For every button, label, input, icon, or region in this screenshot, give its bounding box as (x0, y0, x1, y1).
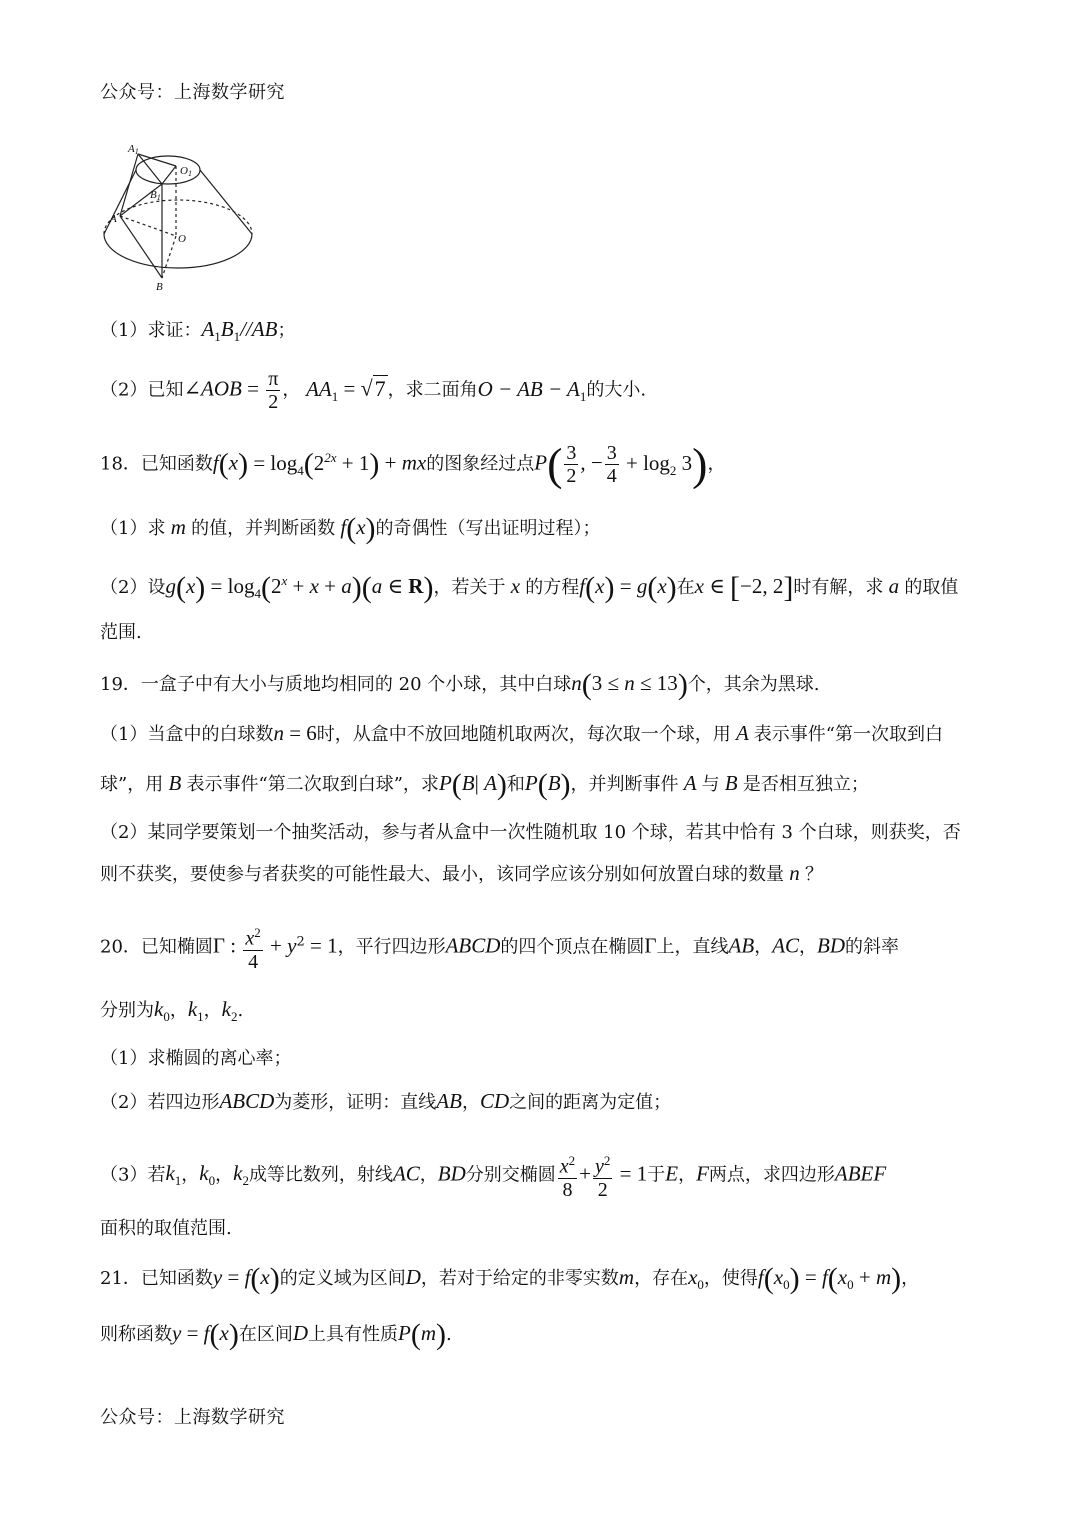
q20-intro-cont: 分别为$k_0$，$k_1$，$k_2$. (100, 997, 244, 1025)
q19-part1: （1）当盒中的白球数n = 6时，从盒中不放回地随机取两次，每次取一个球，用 A 表示事件“第一次取到白 (100, 721, 943, 745)
label-B: B (156, 281, 163, 293)
page-header: 公众号：上海数学研究 (100, 82, 285, 103)
q17-part2: （2）已知∠AOB = $\frac{\pi}{2}$ ， $AA_1 = √7$ ，求二面角O − AB − $A_1$的大小. (100, 368, 647, 413)
q21-intro-cont: 则称函数y = f(x)在区间D上具有性质P(m). (100, 1318, 452, 1351)
q18-part2: （2）设$g(x) = \log_4(2^x + x + a)(a$ ∈ R)，若关于 x 的方程f(x) = g(x)在x ∈ [−2, 2]时有解，求 a 的取值 (100, 571, 959, 604)
q19-intro: 19．一盒子中有大小与质地均相同的 20 个小球，其中白球n(3 ≤ n ≤ 13)个，其余为黑球. (100, 668, 820, 701)
label-A1: A1 (128, 143, 139, 156)
label-A: A (110, 213, 117, 225)
q19-part1-cont: 球”，用 B 表示事件“第二次取到白球”，求P(B| A)和P(B)，并判断事件 A 与 B 是否相互独立； (100, 768, 869, 801)
q20-part3: （3）若$k_1$，$k_0$，$k_2$成等比数列，射线AC，BD分别交椭圆 $\frac{x^2}{8}$ + $\frac{y^2}{2}$ = 1于E，F两点，求四边形ABEF (100, 1150, 984, 1201)
q18-intro: 18．已知函数$f(x) = \log_4(2^{2x} + 1)$ + mx的图象经过点P( $\frac{3}{2}$ , − $\frac{3}{4}$ + $\log_2 3$)， (100, 438, 726, 490)
label-O: O (178, 233, 186, 245)
q20-part1: （1）求椭圆的离心率； (100, 1048, 292, 1069)
q18-part1: （1）求 m 的值，并判断函数 f(x)的奇偶性（写出证明过程）； (100, 512, 601, 545)
q20-part3-cont: 面积的取值范围. (100, 1218, 232, 1239)
q21-intro: 21．已知函数y = f(x)的定义域为区间D，若对于给定的非零实数m，存在$x_0$，使得$f(x_0) = f(x_0 + m)$， (100, 1262, 920, 1295)
q17-part1: （1）求证：$A_1B_1//AB$； (100, 317, 296, 345)
frustum-figure (98, 138, 258, 298)
q20-intro: 20．已知椭圆Γ : $\frac{x^2}{4}$ + $y^2 = 1$，平行四边形ABCD的四个顶点在椭圆Γ上，直线AB，AC，BD的斜率 (100, 922, 984, 973)
q19-part2: （2）某同学要策划一个抽奖活动，参与者从盒中一次性随机取 10 个球，若其中恰有 3 个白球，则获奖，否 (100, 822, 961, 843)
q19-part2-cont: 则不获奖，要使参与者获奖的可能性最大、最小，该同学应该分别如何放置白球的数量 n ？ (100, 861, 823, 885)
label-O1: O1 (180, 165, 192, 178)
page-footer: 公众号：上海数学研究 (100, 1407, 285, 1428)
q18-part2-cont: 范围. (100, 622, 142, 643)
q20-part2: （2）若四边形ABCD为菱形，证明：直线AB，CD之间的距离为定值； (100, 1089, 672, 1113)
label-B1: B1 (150, 189, 161, 202)
